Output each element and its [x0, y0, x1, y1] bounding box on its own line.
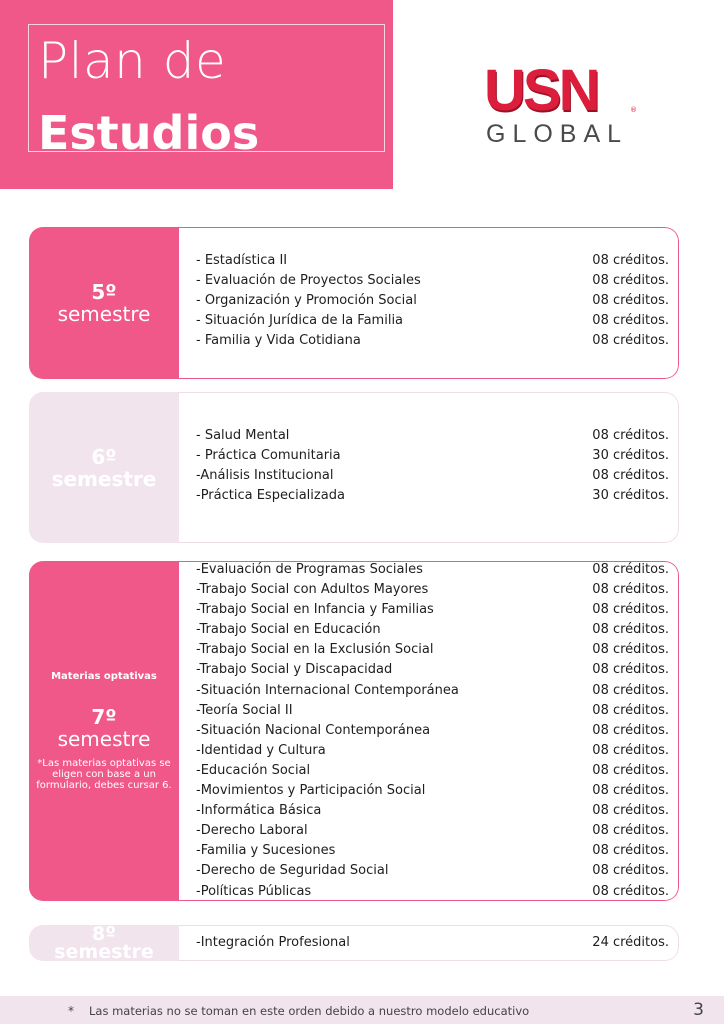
subject-credits: 08 créditos.	[592, 702, 669, 718]
subject-credits: 08 créditos.	[592, 722, 669, 738]
subject-credits: 08 créditos.	[592, 253, 669, 268]
subject-credits: 30 créditos.	[592, 448, 669, 464]
subject-name: -Trabajo Social con Adultos Mayores	[196, 582, 429, 598]
subject-row	[196, 841, 669, 861]
subject-name: -Situación Internacional Contemporánea	[196, 682, 459, 698]
subject-credits: 08 créditos.	[592, 742, 669, 758]
subject-row	[196, 271, 669, 291]
subject-row	[196, 331, 669, 351]
semester-word: semestre	[57, 727, 151, 751]
usn-global-logo	[484, 58, 637, 152]
subject-credits: 08 créditos.	[592, 843, 669, 859]
subject-name: - Familia y Vida Cotidiana	[196, 333, 361, 349]
subject-credits: 30 créditos.	[592, 488, 669, 504]
semester-7-label	[29, 561, 179, 901]
subject-credits: 08 créditos.	[592, 863, 669, 879]
subject-credits: 08 créditos.	[592, 293, 669, 309]
logo-brand: USN	[484, 58, 598, 123]
semester-number: 6º	[91, 444, 117, 469]
subject-credits: 08 créditos.	[592, 273, 669, 289]
subject-name: - Evaluación de Proyectos Sociales	[196, 273, 421, 289]
subject-credits: 24 créditos.	[592, 935, 669, 950]
subject-credits: 08 créditos.	[592, 602, 669, 618]
subject-name: -Integración Profesional	[196, 935, 350, 950]
subject-credits: 08 créditos.	[592, 333, 669, 349]
subject-row	[196, 761, 669, 781]
semester-5-card	[29, 227, 679, 379]
footer-bar	[0, 996, 724, 1024]
footer-note: Las materias no se toman en este orden debido a nuestro modelo educativo	[89, 1004, 530, 1018]
subject-credits: 08 créditos.	[592, 622, 669, 638]
subject-row	[196, 681, 669, 701]
semester-7-subject-list	[196, 561, 669, 901]
subject-row	[196, 486, 669, 506]
semester-word: semestre	[57, 302, 151, 326]
subject-row	[196, 311, 669, 331]
subject-row	[196, 801, 669, 821]
subject-row	[196, 781, 669, 801]
subject-name: -Movimientos y Participación Social	[196, 783, 426, 799]
subject-row	[196, 251, 669, 271]
optativas-label: Materias optativas	[51, 671, 157, 682]
subject-name: - Práctica Comunitaria	[196, 448, 341, 464]
subject-name: -Identidad y Cultura	[196, 742, 326, 758]
semester-6-card	[29, 392, 679, 543]
subject-credits: 08 créditos.	[592, 762, 669, 778]
subject-name: -Trabajo Social en Infancia y Familias	[196, 602, 434, 618]
subject-name: -Derecho de Seguridad Social	[196, 863, 389, 879]
subject-row	[196, 861, 669, 881]
subject-row	[196, 466, 669, 486]
subject-name: -Trabajo Social en la Exclusión Social	[196, 642, 434, 658]
subject-credits: 08 créditos.	[592, 662, 669, 678]
page-title-line2: Estudios	[38, 106, 260, 160]
subject-name: -Situación Nacional Contemporánea	[196, 722, 431, 738]
subject-row	[196, 933, 669, 953]
subject-row	[196, 701, 669, 721]
page-title-line1: Plan de	[38, 32, 227, 90]
semester-number: 7º	[91, 705, 117, 729]
subject-credits: 08 créditos.	[592, 562, 669, 577]
optativas-note: *Las materias optativas se eligen con base a un formulario, debes cursar 6.	[36, 758, 172, 791]
subject-row	[196, 446, 669, 466]
subject-row	[196, 600, 669, 620]
semester-7-card	[29, 561, 679, 901]
subject-name: - Situación Jurídica de la Familia	[196, 313, 404, 329]
subject-name: -Teoría Social II	[196, 702, 293, 718]
subject-row	[196, 821, 669, 841]
subject-name: -Informática Básica	[196, 803, 322, 819]
subject-credits: 08 créditos.	[592, 883, 669, 899]
subject-name: - Organización y Promoción Social	[196, 293, 417, 309]
subject-credits: 08 créditos.	[592, 428, 669, 443]
subject-name: -Trabajo Social en Educación	[196, 622, 381, 638]
semester-5-subject-list	[196, 251, 669, 351]
semester-word: semestre	[51, 466, 157, 491]
semester-6-subject-list	[196, 426, 669, 506]
subject-name: -Familia y Sucesiones	[196, 843, 336, 859]
subject-credits: 08 créditos.	[592, 468, 669, 484]
subject-row	[196, 426, 669, 446]
semester-word: semestre	[54, 941, 154, 961]
subject-credits: 08 créditos.	[592, 582, 669, 598]
semester-8-card	[29, 925, 679, 961]
subject-name: -Evaluación de Programas Sociales	[196, 562, 423, 577]
subject-credits: 08 créditos.	[592, 823, 669, 839]
semester-number: 5º	[91, 280, 117, 304]
subject-credits: 08 créditos.	[592, 783, 669, 799]
subject-row	[196, 291, 669, 311]
subject-row	[196, 882, 669, 902]
page-number: 3	[693, 1000, 704, 1020]
logo-registered: ®	[630, 106, 637, 114]
semester-8-subject-list	[196, 933, 669, 953]
semester-5-label	[29, 227, 179, 379]
subject-row	[196, 721, 669, 741]
header-block	[0, 0, 393, 189]
footer-asterisk: *	[68, 1004, 74, 1018]
semester-6-label	[29, 392, 179, 543]
subject-name: - Salud Mental	[196, 428, 290, 443]
subject-row	[196, 640, 669, 660]
subject-credits: 08 créditos.	[592, 313, 669, 329]
subject-name: -Análisis Institucional	[196, 468, 334, 484]
subject-row	[196, 620, 669, 640]
subject-name: -Trabajo Social y Discapacidad	[196, 662, 393, 678]
subject-name: - Estadística II	[196, 253, 288, 268]
semester-number: 8º	[92, 925, 116, 945]
subject-credits: 08 créditos.	[592, 682, 669, 698]
subject-row	[196, 561, 669, 580]
subject-name: -Educación Social	[196, 762, 311, 778]
subject-credits: 08 créditos.	[592, 642, 669, 658]
subject-row	[196, 660, 669, 680]
subject-row	[196, 741, 669, 761]
subject-name: -Políticas Públicas	[196, 883, 312, 899]
logo-sub: GLOBAL	[486, 120, 629, 148]
subject-name: -Práctica Especializada	[196, 488, 345, 504]
semester-8-label	[29, 925, 179, 961]
subject-credits: 08 créditos.	[592, 803, 669, 819]
subject-name: -Derecho Laboral	[196, 823, 308, 839]
subject-row	[196, 580, 669, 600]
